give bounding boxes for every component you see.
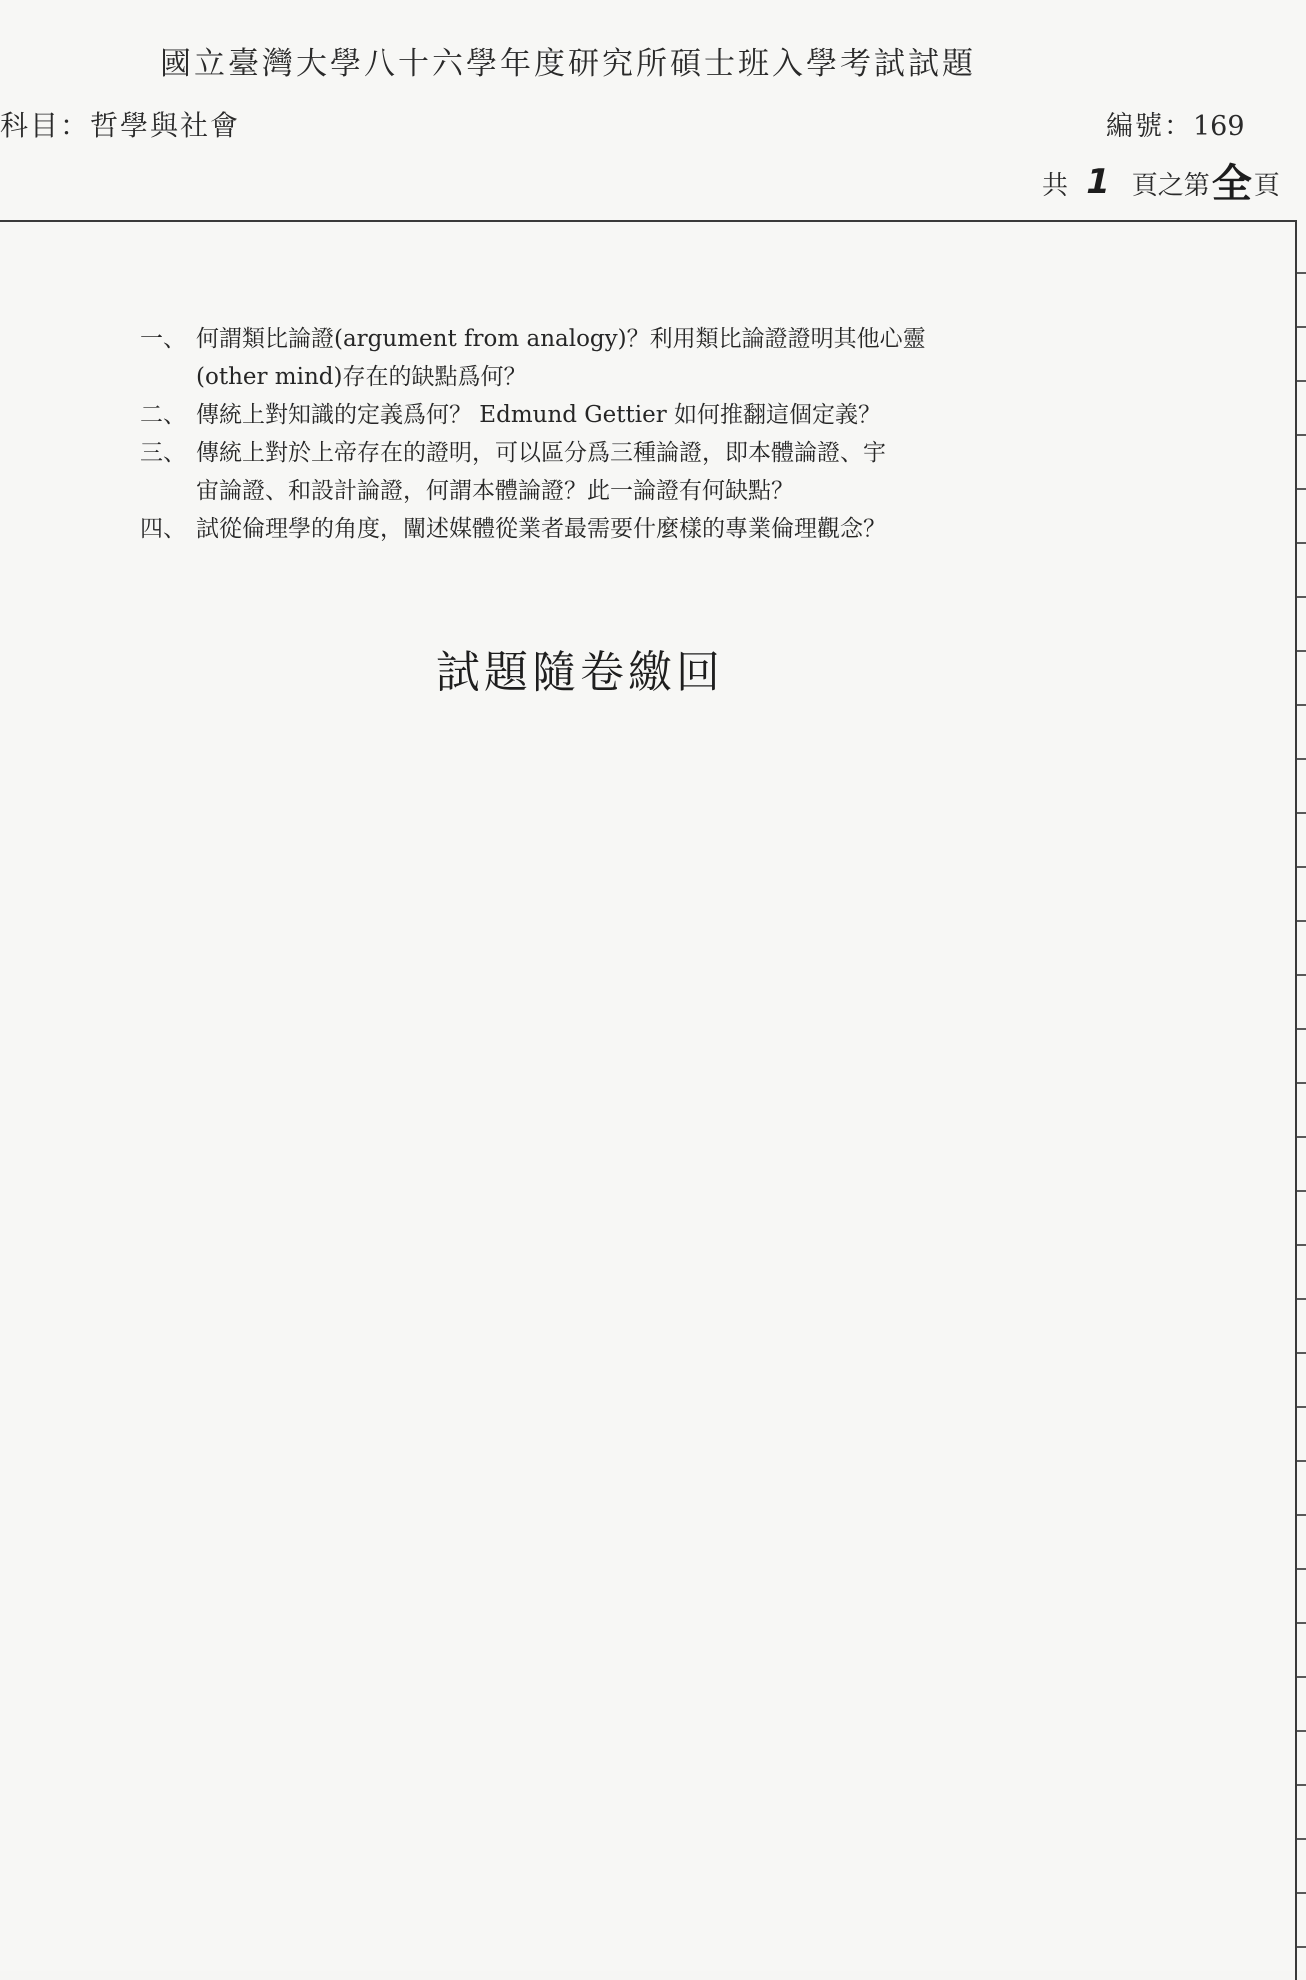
exam-title: 國立臺灣大學八十六學年度研究所碩士班入學考試試題: [160, 46, 976, 82]
question-item: [140, 396, 1020, 434]
question-item: [140, 510, 1020, 548]
page-count-prefix: 共: [1042, 171, 1069, 201]
question-list: [140, 320, 1020, 548]
page-count: [1042, 161, 1280, 207]
return-exam-stamp: 試題隨卷繳回: [436, 647, 724, 698]
question-item: [140, 434, 1020, 510]
question-line: 傳統上對知識的定義爲何？ Edmund Gettier 如何推翻這個定義？: [196, 402, 882, 428]
page-count-suffix: 頁: [1253, 171, 1280, 201]
question-text: [196, 434, 886, 510]
exam-code-label: 編號：: [1106, 111, 1193, 142]
question-number: 四、: [140, 516, 186, 542]
question-number: 一、: [140, 326, 186, 352]
question-line: 傳統上對於上帝存在的證明，可以區分爲三種論證，即本體論證、宇: [196, 440, 886, 466]
page-count-total: 1: [1081, 162, 1114, 202]
page-count-current: 全: [1211, 161, 1252, 207]
question-line: (other mind)存在的缺點爲何？: [196, 364, 527, 390]
question-text: [196, 396, 881, 434]
subject-label: 科目：哲學與社會: [0, 109, 241, 142]
page-count-mid: 頁之第: [1131, 171, 1210, 201]
question-number: 二、: [140, 402, 186, 428]
question-text: [196, 510, 886, 548]
question-line: 試從倫理學的角度，闡述媒體從業者最需要什麼樣的專業倫理觀念？: [196, 516, 886, 542]
question-number: 三、: [140, 440, 186, 466]
question-item: [140, 320, 1020, 396]
question-line: 宙論證、和設計論證，何謂本體論證？此一論證有何缺點？: [196, 478, 794, 504]
question-line: 何謂類比論證(argument from analogy)？利用類比論證證明其他心靈: [196, 326, 926, 352]
margin-ticks: [1297, 220, 1306, 1971]
question-text: [196, 320, 926, 396]
exam-code-value: 169: [1193, 111, 1245, 142]
exam-code: [1106, 104, 1245, 143]
